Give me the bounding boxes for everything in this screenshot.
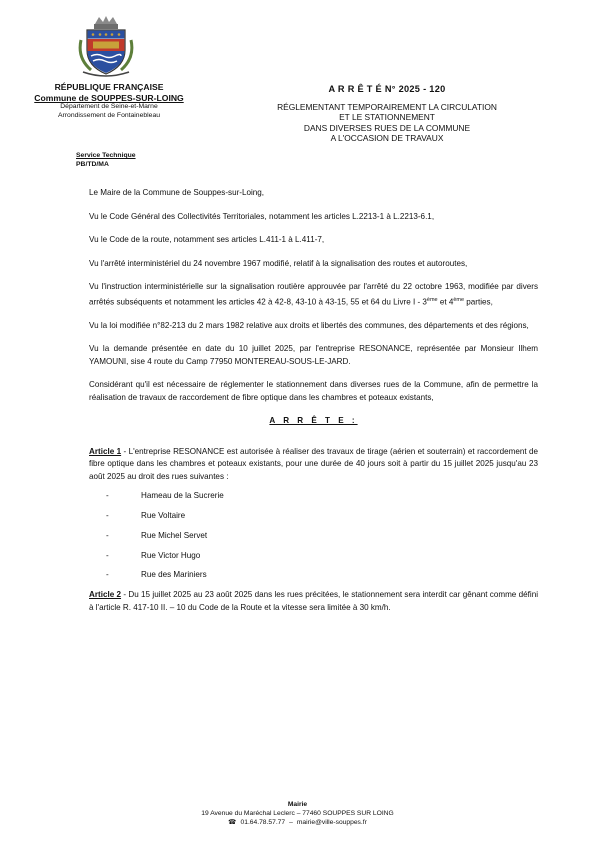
vu-paragraph-2: Vu le Code de la route, notamment ses articles L.411-1 à L.411-7,: [89, 235, 325, 244]
street-list: [89, 490, 538, 582]
coat-of-arms-icon: [73, 14, 139, 80]
vu4-text-c: parties,: [464, 297, 493, 307]
service-name: Service Technique: [76, 152, 136, 159]
vu-paragraph-4: [89, 281, 538, 309]
vu4-text-b: et 4: [437, 297, 454, 307]
vu-paragraph-5: Vu la loi modifiée n°82-213 du 2 mars 1982 relative aux droits et libertés des communes, des départements et des régions,: [89, 320, 529, 330]
vu-paragraph-6: Vu la demande présentée en date du 10 juillet 2025, par l'entreprise RESONANCE, représentée par Monsieur Ilhem YAMOUNI, sise 4 route du Camp 77950 MONTEREAU-SOUS-LE-JARD.: [89, 344, 538, 366]
vu-paragraph-1: Vu le Code Général des Collectivités Territoriales, notamment les articles L.2213-1 à L.2213-6.1,: [89, 211, 435, 221]
administrative-header: [14, 82, 204, 120]
intro-paragraph: Le Maire de la Commune de Souppes-sur-Loing,: [89, 188, 265, 197]
article-1-label: Article 1: [89, 446, 122, 456]
list-item: - Rue Victor Hugo: [106, 550, 538, 563]
republic-label: RÉPUBLIQUE FRANÇAISE: [54, 82, 164, 92]
arrete-heading: A R R Ê T E :: [269, 416, 358, 426]
article-1-text: - L'entreprise RESONANCE est autorisée à réaliser des travaux de tirage (aérien et souterrain) et raccordement de fibre optique dans les chambres et poteaux existants, pour une durée de 40 jours soit à partir du 15 juillet 2025 jusqu'au 23 août 2025 au droit des rues suivantes :: [89, 446, 538, 481]
footer-email: mairie@ville-souppes.fr: [296, 818, 367, 826]
arrondissement-label: Arrondissement de Fontainebleau: [57, 111, 161, 119]
article-2-label: Article 2: [89, 590, 122, 600]
list-item: - Hameau de la Sucrerie: [106, 490, 538, 503]
service-block: [76, 152, 136, 169]
service-reference: PB/TD/MA: [76, 160, 109, 168]
decree-header: [252, 84, 522, 144]
list-item: - Rue des Mariniers: [106, 569, 538, 582]
article-2-text: - Du 15 juillet 2025 au 23 août 2025 dans les rues précitées, le stationnement sera interdit car gênant comme défini à l'article R. 417-10 II. – 10 du Code de la Route et la vitesse sera limitée à 30 km/h.: [89, 590, 538, 612]
decree-number: A R R Ê T É N° 2025 - 120: [328, 84, 446, 94]
list-item: - Rue Voltaire: [106, 510, 538, 523]
vu4-sup-1: ème: [426, 296, 438, 303]
vu-paragraph-3: Vu l'arrêté interministériel du 24 novembre 1967 modifié, relatif à la signalisation des routes et autoroutes,: [89, 258, 468, 268]
footer-phone: 01.64.78.57.77: [240, 818, 286, 826]
footer-separator: –: [289, 818, 293, 826]
decree-subtitle-1: RÉGLEMENTANT TEMPORAIREMENT LA CIRCULATION: [277, 102, 497, 112]
decree-body: [89, 187, 538, 625]
footer-contact: [150, 819, 445, 828]
commune-name: Commune de SOUPPES-SUR-LOING: [34, 92, 184, 103]
decree-subtitle-3: DANS DIVERSES RUES DE LA COMMUNE: [303, 122, 471, 133]
vu4-sup-2: ème: [453, 296, 465, 303]
page-footer: [150, 801, 445, 827]
list-item: - Rue Michel Servet: [106, 530, 538, 543]
decree-subtitle-4: A L'OCCASION DE TRAVAUX: [330, 133, 444, 144]
footer-title: Mairie: [287, 801, 308, 808]
phone-icon: ☎: [228, 818, 237, 826]
decree-subtitle-2: ET LE STATIONNEMENT: [339, 112, 435, 123]
department-label: Département de Seine-et-Marne: [60, 103, 158, 110]
article-1: [89, 446, 538, 484]
considerant-paragraph: Considérant qu'il est nécessaire de réglementer le stationnement dans diverses rues de la Commune, afin de permettre la réalisation de travaux de raccordement de fibre optique dans les chambres et poteaux existants,: [89, 380, 538, 402]
vu4-text-a: Vu l'instruction interministérielle sur la signalisation routière approuvée par l'arrêté du 22 octobre 1963, modifiée par divers arrêtés subséquents et notamment les articles 42 à 42-8, 43-10 à 43-15, 55 et 64 du Livre I - 3: [89, 282, 538, 307]
article-2: [89, 589, 538, 614]
footer-address: 19 Avenue du Maréchal Leclerc – 77460 SOUPPES SUR LOING: [201, 809, 394, 817]
